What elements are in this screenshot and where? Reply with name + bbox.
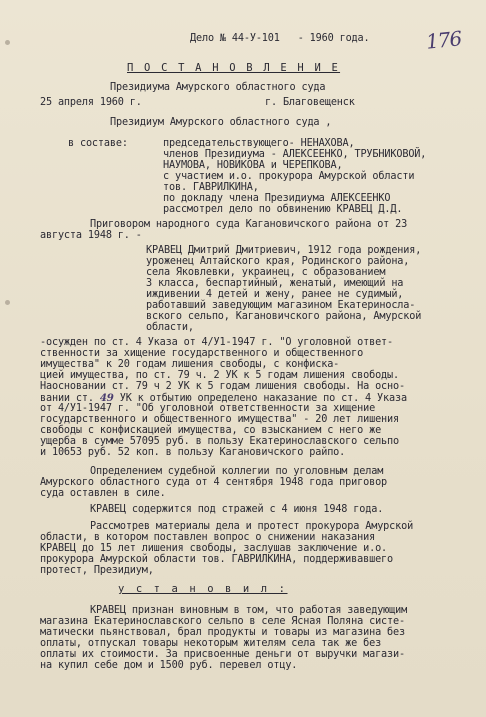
paragraph-line: вского сельпо, Кагановичского района, Амурской xyxy=(146,311,422,322)
paragraph-line: работавший заведующим магазином Екатериносла- xyxy=(146,300,416,311)
paragraph-line: имущества" к 20 годам лишения свободы, с конфиска- xyxy=(40,359,340,370)
paragraph-line: матически пьянствовал, брал продукты и товары из магазина без xyxy=(40,627,405,638)
paragraph-line: на купил себе дом и 1500 руб. перевел отцу. xyxy=(40,660,298,671)
paragraph-line: от 4/У1-1947 г. "Об уголовной ответственности за хищение xyxy=(40,403,376,414)
paragraph-line: КРАВЕЦ признан виновным в том, что работая заведующим xyxy=(90,605,408,616)
paragraph-line: Рассмотрев материалы дела и протест прокурора Амурской xyxy=(90,521,414,532)
paragraph-line: вании ст. 49 УК к отбытию определено наказание по ст. 4 Указа xyxy=(40,392,407,404)
composition-line: членов Президиума - АЛЕКСЕЕНКО, ТРУБНИКОВОЙ, xyxy=(163,149,427,160)
paragraph-line: августа 1948 г. - xyxy=(40,230,142,241)
case-number: Дело № 44-У-101 - 1960 года. xyxy=(190,33,370,44)
paragraph-line: Приговором народного суда Кагановичского района от 23 xyxy=(90,219,408,230)
composition-line: рассмотрел дело по обвинению КРАВЕЦ Д.Д. xyxy=(163,204,403,215)
handwritten-article-number: 49 xyxy=(99,392,114,404)
paragraph-line: оплаты их стоимости. За присвоенные деньги от выручки магази- xyxy=(40,649,405,660)
paragraph-line: КРАВЕЦ до 15 лет лишения свободы, заслушав заключение и.о. xyxy=(40,543,388,554)
handwritten-page-number: 176 xyxy=(424,26,463,54)
document-title: П О С Т А Н О В Л Е Н И Е xyxy=(127,62,341,74)
custody-line: КРАВЕЦ содержится под стражей с 4 июня 1948 года. xyxy=(90,504,384,515)
paragraph-line: -осужден по ст. 4 Указа от 4/У1-1947 г. "О уголовной ответ- xyxy=(40,337,394,348)
paragraph-line: и 10653 руб. 52 коп. в пользу Кагановичского райпо. xyxy=(40,447,346,458)
punch-hole xyxy=(5,300,10,305)
paragraph-line: ущерба в сумме 57095 руб. в пользу Екатеринославского сельпо xyxy=(40,436,400,447)
established-heading: у с т а н о в и л : xyxy=(118,583,288,595)
paragraph-line: Наосновании ст. 79 ч 2 УК к 5 годам лишения свободы. На осно- xyxy=(40,381,405,392)
punch-hole xyxy=(5,40,10,45)
paragraph-line: магазина Екатеринославского сельпо в селе Ясная Поляна систе- xyxy=(40,616,405,627)
composition-label: в составе: xyxy=(68,138,128,149)
paragraph-line: области, в котором поставлен вопрос о снижении наказания xyxy=(40,532,376,543)
paragraph-line: суда оставлен в силе. xyxy=(40,488,166,499)
paragraph-line: КРАВЕЦ Дмитрий Дмитриевич, 1912 года рождения, xyxy=(146,245,422,256)
paragraph-line: оплаты, отпускал товары некоторым жителям села так же без xyxy=(40,638,382,649)
document-date: 25 апреля 1960 г. xyxy=(40,97,142,108)
paragraph-line: свободы с конфискацией имущества, со взысканием с него же xyxy=(40,425,382,436)
paragraph-line: цией имущества, по ст. 79 ч. 2 УК к 5 годам лишения свободы. xyxy=(40,370,400,381)
paragraph-line: села Яковлевки, украинец, с образованием xyxy=(146,267,386,278)
paragraph-line: области, xyxy=(146,322,194,333)
paragraph-line: Определением судебной коллегии по уголовным делам xyxy=(90,466,384,477)
paragraph-line: уроженец Алтайского края, Родинского района, xyxy=(146,256,410,267)
paragraph-line: 3 класса, беспартийный, женатый, имеющий на xyxy=(146,278,404,289)
paragraph-line: ственности за хищение государственного и общественного xyxy=(40,348,364,359)
composition-line: тов. ГАВРИЛКИНА, xyxy=(163,182,259,193)
paragraph-line: протест, Президиум, xyxy=(40,565,154,576)
paragraph-line: Амурского областного суда от 4 сентября 1948 года приговор xyxy=(40,477,388,488)
paragraph-line: иждивении 4 детей и жену, ранее не судимый, xyxy=(146,289,404,300)
presidium-line: Президиум Амурского областного суда , xyxy=(110,117,332,128)
paragraph-line: государственного и общественного имущества" - 20 лет лишения xyxy=(40,414,400,425)
court-name: Президиума Амурского областного суда xyxy=(110,82,326,93)
composition-line: НАУМОВА, НОВИКОВА и ЧЕРЕПКОВА, xyxy=(163,160,343,171)
composition-line: с участием и.о. прокурора Амурской области xyxy=(163,171,415,182)
composition-line: председательствующего- НЕНАХОВА, xyxy=(163,138,355,149)
composition-line: по докладу члена Президиума АЛЕКСЕЕНКО xyxy=(163,193,391,204)
paragraph-line: прокурора Амурской области тов. ГАВРИЛКИНА, поддерживавшего xyxy=(40,554,394,565)
document-city: г. Благовещенск xyxy=(265,97,355,108)
